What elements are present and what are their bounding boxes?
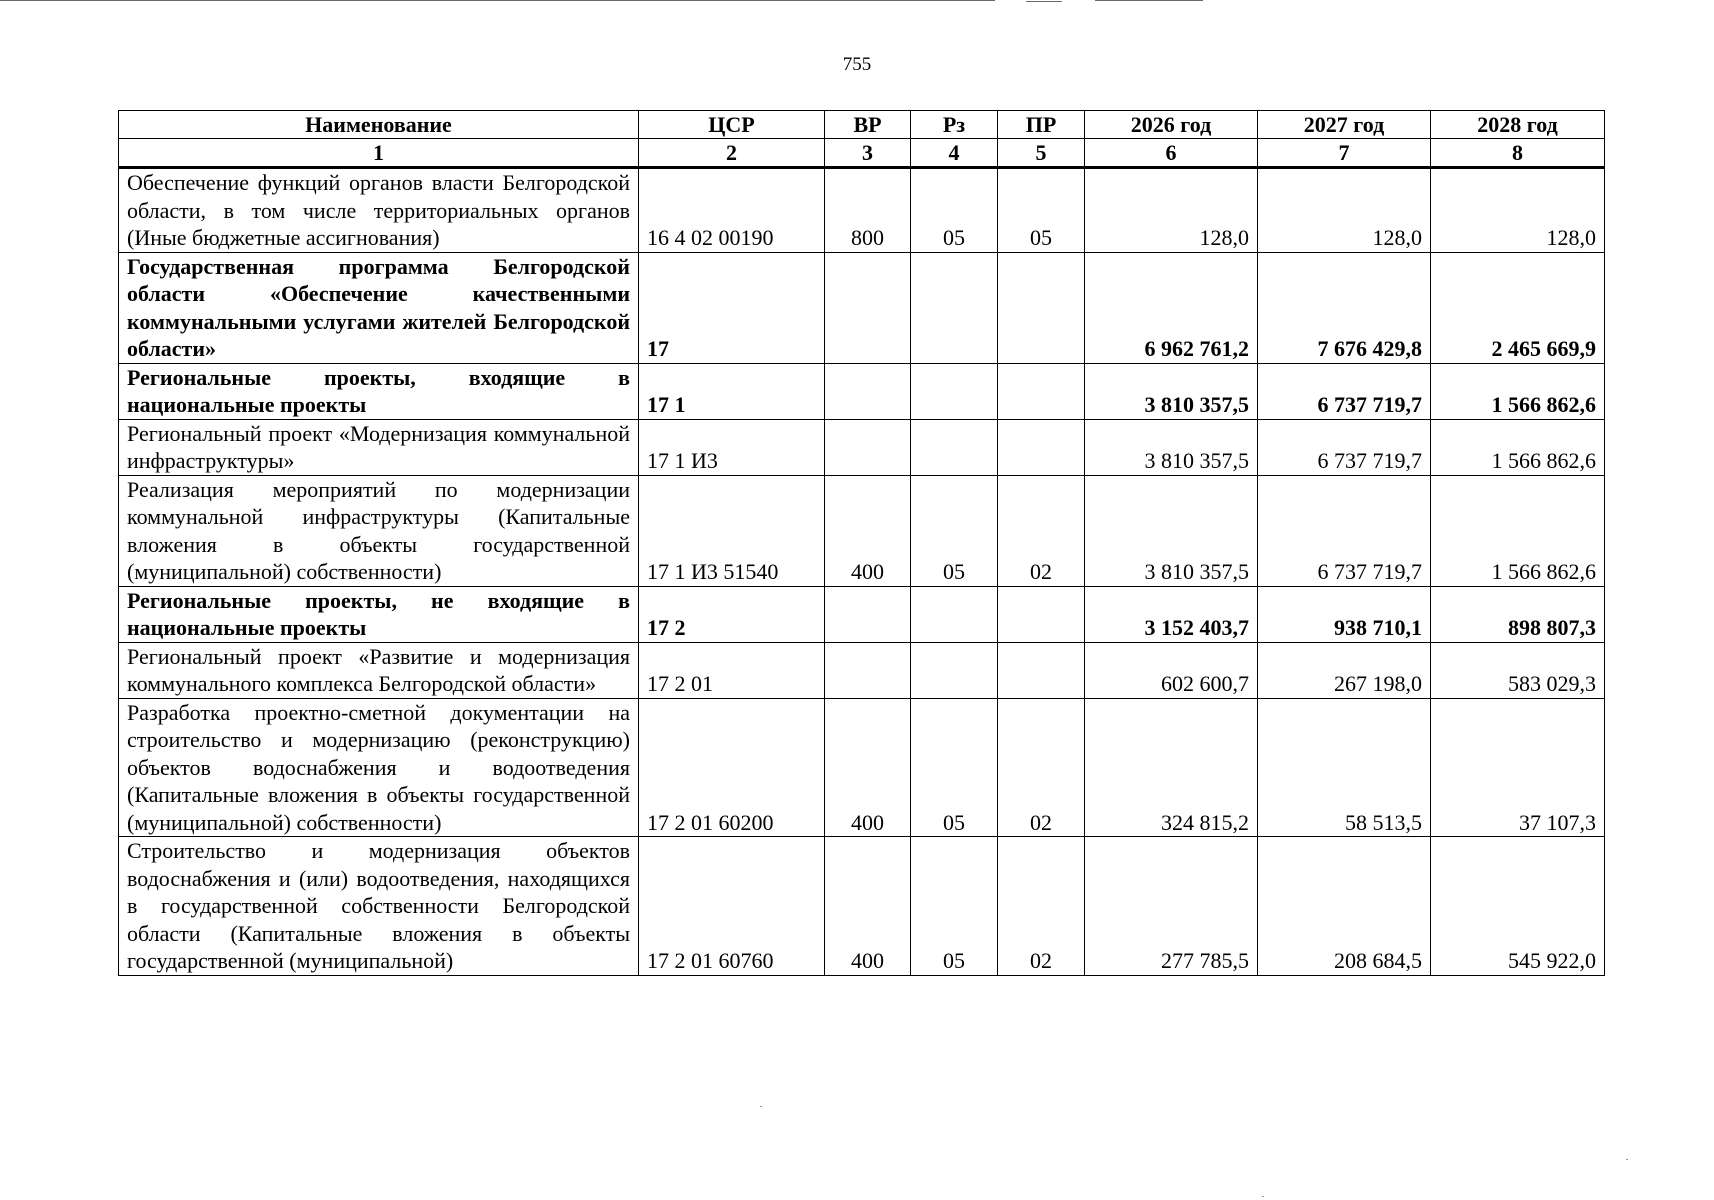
row-amount-2027: 128,0 [1258,168,1431,253]
row-csr: 16 4 02 00190 [639,168,825,253]
row-amount-2028: 128,0 [1431,168,1605,253]
row-pr [998,363,1085,419]
row-name: Реализация мероприятий по модернизации коммунальной инфраструктуры (Капитальные вложения в объекты государственной (муниципальной) собственности) [119,475,639,586]
table-row [119,168,1605,253]
row-name: Региональный проект «Развитие и модернизация коммунального комплекса Белгородской области» [119,642,639,698]
header-pr: ПР [998,111,1085,139]
row-csr: 17 2 01 60760 [639,837,825,976]
row-amount-2027: 208 684,5 [1258,837,1431,976]
row-amount-2028: 37 107,3 [1431,698,1605,837]
row-amount-2026: 3 810 357,5 [1085,475,1258,586]
table-row [119,475,1605,586]
page-number: 755 [842,54,872,75]
row-csr: 17 1 И3 [639,419,825,475]
row-pr [998,419,1085,475]
row-pr: 02 [998,837,1085,976]
row-amount-2028: 898 807,3 [1431,586,1605,642]
header-csr: ЦСР [639,111,825,139]
row-pr: 02 [998,475,1085,586]
row-amount-2026: 3 810 357,5 [1085,363,1258,419]
table-row [119,837,1605,976]
header-vr: ВР [825,111,911,139]
row-amount-2026: 277 785,5 [1085,837,1258,976]
row-rz [911,642,998,698]
row-amount-2027: 58 513,5 [1258,698,1431,837]
row-rz [911,363,998,419]
row-name: Строительство и модернизация объектов водоснабжения и (или) водоотведения, находящихся в государственной собственности Белгородской области (Капитальные вложения в объекты государственной (муниципальной) [119,837,639,976]
header-2026: 2026 год [1085,111,1258,139]
row-vr: 400 [825,698,911,837]
row-name: Государственная программа Белгородской области «Обеспечение качественными коммунальными услугами жителей Белгородской области» [119,252,639,363]
column-number: 8 [1431,139,1605,168]
row-amount-2028: 1 566 862,6 [1431,363,1605,419]
row-name: Разработка проектно-сметной документации на строительство и модернизацию (реконструкцию) объектов водоснабжения и водоотведения (Капитальные вложения в объекты государственной (муниципальной) собственности) [119,698,639,837]
column-number-row [119,139,1605,168]
row-amount-2027: 267 198,0 [1258,642,1431,698]
row-name: Региональный проект «Модернизация коммунальной инфраструктуры» [119,419,639,475]
row-pr [998,642,1085,698]
row-vr [825,252,911,363]
row-pr: 05 [998,168,1085,253]
row-csr: 17 2 01 [639,642,825,698]
table-row [119,252,1605,363]
row-pr [998,586,1085,642]
row-vr [825,642,911,698]
row-vr: 800 [825,168,911,253]
row-pr: 02 [998,698,1085,837]
scan-speck [760,1106,762,1107]
scan-speck [1262,1196,1264,1197]
row-amount-2028: 545 922,0 [1431,837,1605,976]
row-rz: 05 [911,475,998,586]
row-rz [911,419,998,475]
row-name: Региональные проекты, входящие в национальные проекты [119,363,639,419]
row-csr: 17 1 И3 51540 [639,475,825,586]
column-number: 3 [825,139,911,168]
row-rz: 05 [911,168,998,253]
row-vr [825,419,911,475]
row-vr: 400 [825,837,911,976]
row-rz [911,252,998,363]
header-2028: 2028 год [1431,111,1605,139]
header-rz: Рз [911,111,998,139]
table-row [119,419,1605,475]
row-amount-2026: 6 962 761,2 [1085,252,1258,363]
budget-table [118,110,1605,976]
column-number: 2 [639,139,825,168]
row-csr: 17 [639,252,825,363]
row-name: Обеспечение функций органов власти Белгородской области, в том числе территориальных органов (Иные бюджетные ассигнования) [119,168,639,253]
column-number: 4 [911,139,998,168]
row-amount-2027: 6 737 719,7 [1258,363,1431,419]
row-amount-2026: 3 810 357,5 [1085,419,1258,475]
row-amount-2026: 128,0 [1085,168,1258,253]
scan-edge-line [0,0,995,1]
table-header-row [119,111,1605,139]
row-amount-2027: 938 710,1 [1258,586,1431,642]
row-csr: 17 2 01 60200 [639,698,825,837]
row-csr: 17 2 [639,586,825,642]
header-2027: 2027 год [1258,111,1431,139]
row-amount-2027: 6 737 719,7 [1258,419,1431,475]
row-amount-2026: 324 815,2 [1085,698,1258,837]
row-pr [998,252,1085,363]
row-vr [825,363,911,419]
row-vr: 400 [825,475,911,586]
scan-edge-line [1095,0,1203,1]
table-row [119,586,1605,642]
row-rz: 05 [911,698,998,837]
header-name: Наименование [119,111,639,139]
row-csr: 17 1 [639,363,825,419]
column-number: 5 [998,139,1085,168]
table-row [119,363,1605,419]
row-amount-2026: 602 600,7 [1085,642,1258,698]
row-amount-2027: 7 676 429,8 [1258,252,1431,363]
scan-speck [1626,1159,1628,1160]
column-number: 1 [119,139,639,168]
scan-edge-line [1026,1,1062,2]
row-amount-2027: 6 737 719,7 [1258,475,1431,586]
row-amount-2028: 1 566 862,6 [1431,475,1605,586]
row-amount-2028: 2 465 669,9 [1431,252,1605,363]
row-rz: 05 [911,837,998,976]
row-amount-2026: 3 152 403,7 [1085,586,1258,642]
table-row [119,698,1605,837]
column-number: 6 [1085,139,1258,168]
column-number: 7 [1258,139,1431,168]
row-name: Региональные проекты, не входящие в национальные проекты [119,586,639,642]
table-row [119,642,1605,698]
row-rz [911,586,998,642]
row-vr [825,586,911,642]
row-amount-2028: 583 029,3 [1431,642,1605,698]
row-amount-2028: 1 566 862,6 [1431,419,1605,475]
